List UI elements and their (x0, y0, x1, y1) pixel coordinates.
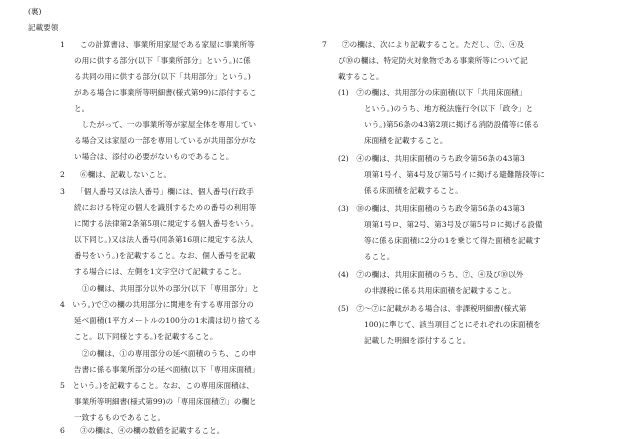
left-line: 2 ⑥欄は、記載しないこと。 (60, 170, 172, 179)
left-line: こと。以下同様とする。)を記載すること。 (74, 332, 218, 341)
left-line: 1 この計算書は、事業所用家屋である家屋に事業所等 (60, 40, 255, 49)
left-line: の用に供する部分(以下「事業所部分」という。)に係 (74, 56, 251, 65)
left-line: がある場合に事業所等明細書(様式第99)に添付するこ (74, 88, 257, 97)
left-line: 告書に係る事業所部分の延べ面積(以下「専用床面積」 (74, 365, 260, 374)
right-line: 7 ⑦の欄は、次により記載すること。ただし、⑦、④及 (322, 40, 525, 49)
right-line: (3) ⑩の欄は、共用床面積のうち政令第56条の43第3 (338, 204, 525, 213)
left-line: 事業所等明細書(様式第99)の「専用床面積⑦」の欄と (74, 397, 257, 406)
left-line: 4 いう。)で⑦の欄の共用部分に関連を有する専用部分の (60, 300, 254, 309)
left-line: する場合には、左側を1文字空けて記載すること。 (74, 267, 246, 276)
left-line: 3 「個人番号又は法人番号」欄には、個人番号(行政手 (60, 187, 254, 196)
right-line: 項第1号イ、第4号及び第5号イに掲げる避難階段等に (364, 170, 545, 179)
left-line: 5 という。)を記載すること。なお、この専用床面積は、 (60, 381, 254, 390)
right-line: 等に係る床面積に2分の1を乗じて得た面積を記載す (364, 236, 541, 245)
right-line: ること。 (364, 252, 395, 261)
left-line: に関する法律第2条第5項に規定する個人番号をいう。 (74, 219, 259, 228)
right-line: (2) ④の欄は、共用床面積のうち政令第56条の43第3 (338, 154, 525, 163)
left-line: ①の欄は、共用部分以外の部分(以下「専用部分」と (74, 284, 260, 293)
left-line: 番号をいう。)を記載すること。なお、個人番号を記載 (74, 251, 256, 260)
side-label: (裏) (28, 7, 42, 16)
left-line: 延べ面積(1平方メートルの100分の1未満は切り捨てる (74, 316, 261, 325)
left-line: したがって、一の事業所等が家屋全体を専用してい (74, 120, 257, 129)
left-line: と。 (74, 104, 90, 113)
right-line: 載すること。 (338, 72, 384, 81)
left-line: ②の欄は、①の専用部分の延べ面積のうち、この申 (74, 349, 257, 358)
document-heading: 記載要領 (28, 23, 59, 32)
right-line: いう。)第56条の43第2項に掲げる消防設備等に係る (364, 120, 540, 129)
left-line: る共同の用に供する部分(以下「共用部分」という。) (74, 72, 251, 81)
right-line: (1) ⑦の欄は、共用部分の床面積(以下「共用床面積」 (338, 88, 527, 97)
left-line: 6 ③の欄は、④の欄の数値を記載すること。 (60, 426, 225, 435)
right-line: (5) ⑦～⑦に記載がある場合は、非課税明細書(様式第 (338, 304, 527, 313)
left-line: い場合は、添付の必要がないものであること。 (74, 152, 234, 161)
left-line: 続における特定の個人を識別するための番号の利用等 (74, 203, 257, 212)
right-line: 記載した明細を添付すること。 (364, 336, 471, 345)
left-line: る場合又は家屋の一部を専用しているが共用部分がな (74, 136, 257, 145)
right-line: 床面積を記載すること。 (364, 136, 448, 145)
right-line: 係る床面積を記載すること。 (364, 186, 463, 195)
left-line: 以下同じ。)又は法人番号(同条第16項に規定する法人 (74, 235, 253, 244)
right-line: び⑩の欄は、特定防火対象物である事業所等について記 (338, 56, 528, 65)
right-line: (4) ⑦の欄は、共用床面積のうち、⑦、④及び⑩以外 (338, 270, 524, 279)
right-line: 項第1号ロ、第2号、第3号及び第5号ロに掲げる設備 (364, 220, 543, 229)
right-line: 100)に準じて、該当項目ごとにそれぞれの床面積を (364, 320, 541, 329)
right-line: の非課税に係る共用床面積を記載すること。 (364, 286, 516, 295)
right-line: という。)のうち、地方税法施行令(以下「政令」と (364, 104, 534, 113)
left-line: 一致するものであること。 (74, 413, 166, 422)
